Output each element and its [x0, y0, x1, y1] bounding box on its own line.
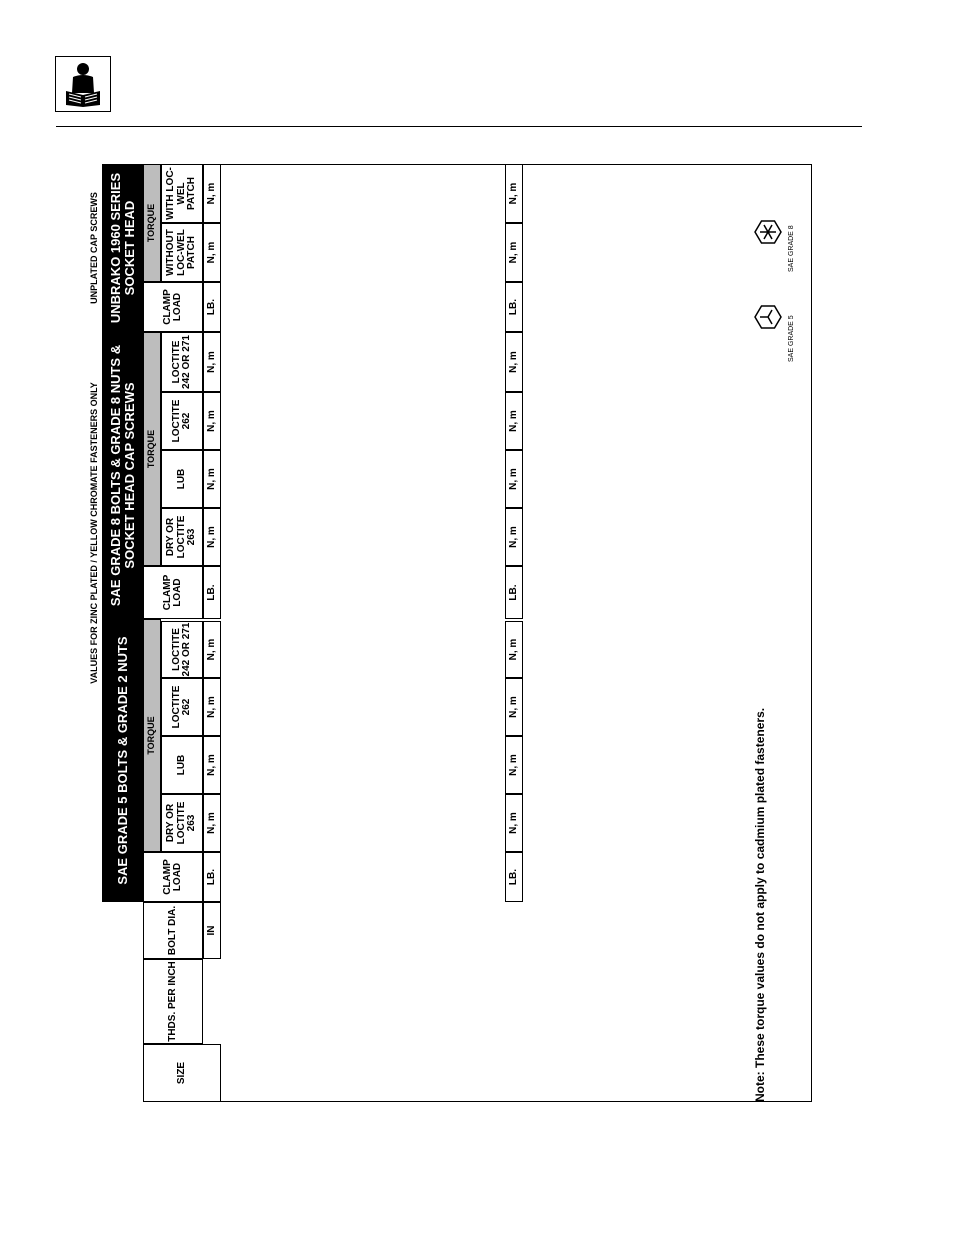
- unit-2-242: N, m: [203, 332, 221, 392]
- unit-mid-1-clamp: LB.: [505, 852, 523, 902]
- 2-head-lub: LUB: [161, 450, 203, 508]
- unit-1-262: N, m: [203, 678, 221, 736]
- unit-1-clamp: LB.: [203, 852, 221, 902]
- col-bolt-dia: BOLT DIA.: [143, 902, 203, 959]
- 1-head-clamp: CLAMP LOAD: [143, 852, 203, 902]
- unit-3-without: N, m: [203, 223, 221, 282]
- note-text: Note: These torque values do not apply to cadmium plated fasteners.: [753, 707, 767, 1102]
- unbrako-title: UNBRAKO 1960 SERIES SOCKET HEAD: [102, 164, 143, 332]
- torque-table: [88, 164, 812, 1102]
- unit-1-242: N, m: [203, 621, 221, 678]
- torque-label-1: TORQUE: [143, 619, 161, 852]
- unit-mid-1-lub: N, m: [505, 736, 523, 794]
- manual-reader-icon: [55, 56, 111, 112]
- header-rule: [56, 126, 862, 127]
- table-frame: [143, 164, 812, 1102]
- 2-head-262: LOCTITE 262: [161, 392, 203, 450]
- unit-mid-2-lub: N, m: [505, 450, 523, 508]
- unit-2-262: N, m: [203, 392, 221, 450]
- col-thds: THDS. PER INCH: [143, 959, 203, 1044]
- 1-head-dry: DRY OR LOCTITE 263: [161, 794, 203, 852]
- 1-head-242: LOCTITE 242 OR 271: [161, 621, 203, 678]
- unit-2-lub: N, m: [203, 450, 221, 508]
- torque-label-2: TORQUE: [143, 332, 161, 566]
- unit-mid-2-clamp: LB.: [505, 566, 523, 619]
- grade8-title: SAE GRADE 8 BOLTS & GRADE 8 NUTS & SOCKET HEAD CAP SCREWS: [102, 332, 143, 619]
- grade5-title: SAE GRADE 5 BOLTS & GRADE 2 NUTS: [102, 619, 143, 902]
- unit-mid-3-with: N, m: [505, 164, 523, 223]
- grade5-label: SAE GRADE 5: [788, 315, 795, 362]
- unit-2-clamp: LB.: [203, 566, 221, 619]
- 1-head-262: LOCTITE 262: [161, 678, 203, 736]
- 1-head-lub: LUB: [161, 736, 203, 794]
- unit-3-clamp: LB.: [203, 282, 221, 332]
- col-size: SIZE: [143, 1044, 221, 1102]
- unplated-title: UNPLATED CAP SCREWS: [88, 164, 102, 332]
- unit-mid-1-262: N, m: [505, 678, 523, 736]
- unit-2-dry: N, m: [203, 508, 221, 566]
- 3-head-with: WITH LOC-WEL PATCH: [161, 164, 203, 223]
- unit-mid-2-262: N, m: [505, 392, 523, 450]
- unit-mid-2-dry: N, m: [505, 508, 523, 566]
- unit-in-1: IN: [203, 902, 221, 959]
- 3-head-clamp: CLAMP LOAD: [143, 282, 203, 332]
- grade8-icon: [753, 217, 783, 247]
- 2-head-clamp: CLAMP LOAD: [143, 566, 203, 619]
- grade5-icon: [753, 302, 783, 332]
- unit-mid-2-242: N, m: [505, 332, 523, 392]
- zinc-plated-title: VALUES FOR ZINC PLATED / YELLOW CHROMATE FASTENERS ONLY: [89, 382, 100, 684]
- unit-1-dry: N, m: [203, 794, 221, 852]
- unit-mid-1-dry: N, m: [505, 794, 523, 852]
- unit-mid-1-242: N, m: [505, 621, 523, 678]
- unit-1-lub: N, m: [203, 736, 221, 794]
- unit-3-with: N, m: [203, 164, 221, 223]
- unit-mid-3-clamp: LB.: [505, 282, 523, 332]
- torque-label-3: TORQUE: [143, 164, 161, 282]
- grade8-label: SAE GRADE 8: [788, 225, 795, 272]
- 3-head-without: WITHOUT LOC-WEL PATCH: [161, 223, 203, 282]
- unit-mid-3-without: N, m: [505, 223, 523, 282]
- 2-head-242: LOCTITE 242 OR 271: [161, 332, 203, 392]
- 2-head-dry: DRY OR LOCTITE 263: [161, 508, 203, 566]
